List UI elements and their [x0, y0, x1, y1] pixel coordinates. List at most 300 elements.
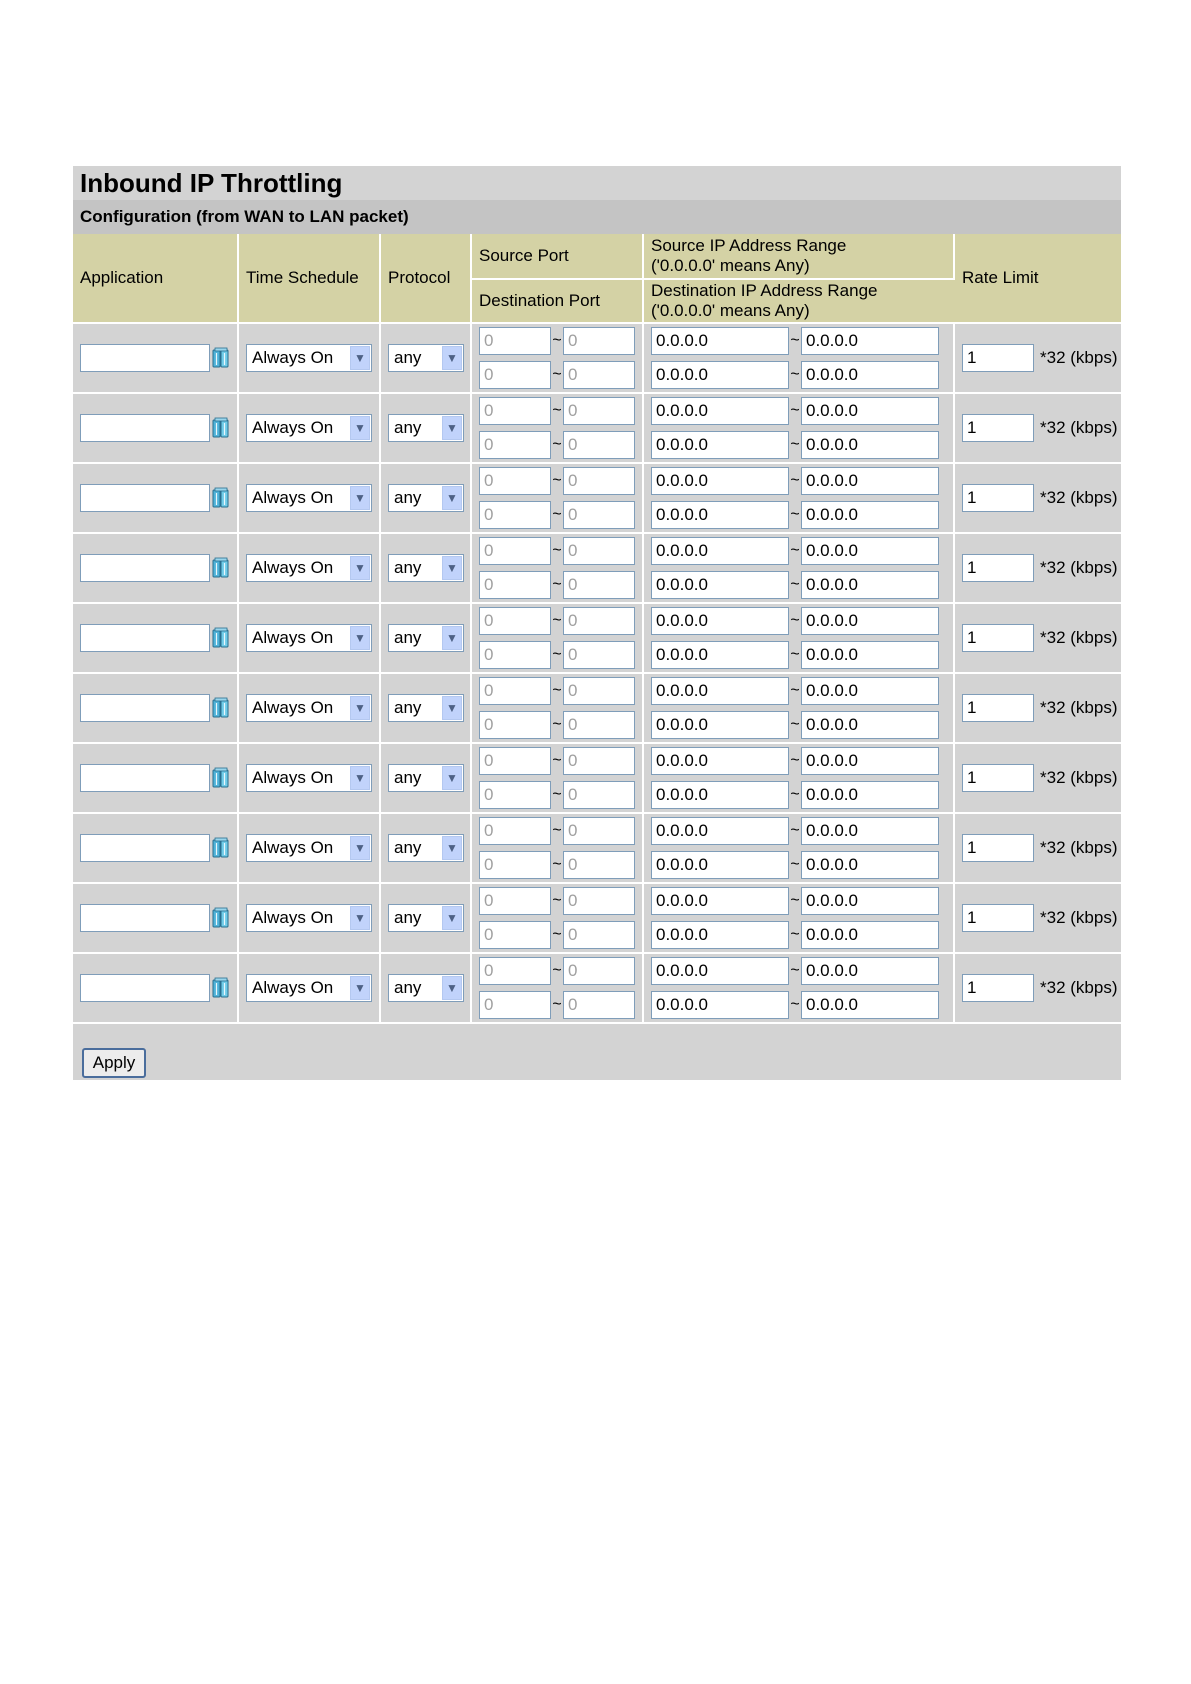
destination-port-to-input[interactable]: 0 [563, 501, 635, 529]
rate-unit-label: *32 (kbps) [1040, 348, 1118, 367]
source-ip-to-input[interactable]: 0.0.0.0 [801, 817, 939, 845]
range-separator: ~ [790, 856, 800, 873]
destination-ip-from-input[interactable]: 0.0.0.0 [651, 991, 789, 1019]
destination-port-to-input[interactable]: 0 [563, 711, 635, 739]
source-port-to-input[interactable]: 0 [563, 607, 635, 635]
destination-port-from-input[interactable]: 0 [479, 571, 551, 599]
destination-port-to-input[interactable]: 0 [563, 571, 635, 599]
chevron-down-icon[interactable]: ▼ [442, 626, 462, 650]
application-cell [73, 324, 239, 394]
source-ip-line [644, 674, 953, 708]
schedule-value: Always On [252, 348, 334, 367]
destination-port-to-input[interactable]: 0 [563, 851, 635, 879]
protocol-value: any [394, 558, 422, 577]
chevron-down-icon[interactable]: ▼ [442, 556, 462, 580]
range-separator: ~ [790, 926, 800, 943]
range-separator: ~ [790, 366, 800, 383]
destination-ip-to-input[interactable]: 0.0.0.0 [801, 921, 939, 949]
rate-cell [955, 744, 1121, 814]
application-cell [73, 884, 239, 954]
port-cell [472, 324, 644, 394]
rate-unit-label: *32 (kbps) [1040, 488, 1118, 507]
destination-port-line [472, 568, 642, 602]
book-icon[interactable] [212, 977, 230, 999]
source-port-line [472, 814, 642, 848]
source-port-line [472, 744, 642, 778]
source-ip-from-input[interactable]: 0.0.0.0 [651, 677, 789, 705]
chevron-down-icon[interactable]: ▼ [442, 486, 462, 510]
range-separator: ~ [552, 472, 562, 489]
source-ip-line [644, 604, 953, 638]
protocol-cell [381, 324, 472, 394]
schedule-select[interactable] [246, 624, 372, 652]
source-port-to-input[interactable]: 0 [563, 747, 635, 775]
destination-ip-from-input[interactable]: 0.0.0.0 [651, 851, 789, 879]
header-destination-ip-line2: ('0.0.0.0' means Any) [651, 301, 810, 320]
source-port-from-input[interactable]: 0 [479, 327, 551, 355]
range-separator: ~ [552, 612, 562, 629]
source-port-from-input[interactable]: 0 [479, 957, 551, 985]
rate-cell [955, 464, 1121, 534]
header-destination-ip [644, 280, 955, 324]
source-port-to-input[interactable]: 0 [563, 327, 635, 355]
destination-ip-line [644, 498, 953, 532]
destination-ip-to-input[interactable]: 0.0.0.0 [801, 571, 939, 599]
destination-port-line [472, 918, 642, 952]
range-separator: ~ [552, 926, 562, 943]
source-ip-line [644, 954, 953, 988]
source-port-from-input[interactable]: 0 [479, 887, 551, 915]
schedule-cell [239, 464, 381, 534]
book-icon[interactable] [212, 627, 230, 649]
table-row [73, 324, 1121, 394]
protocol-select[interactable] [388, 624, 464, 652]
schedule-value: Always On [252, 908, 334, 927]
rate-unit-label: *32 (kbps) [1040, 908, 1118, 927]
range-separator: ~ [790, 576, 800, 593]
range-separator: ~ [552, 892, 562, 909]
book-icon[interactable] [212, 767, 230, 789]
table-row [73, 884, 1121, 954]
application-input[interactable] [80, 624, 210, 652]
header-source-port: Source Port [472, 234, 644, 280]
schedule-select[interactable] [246, 414, 372, 442]
destination-ip-from-input[interactable]: 0.0.0.0 [651, 781, 789, 809]
destination-port-from-input[interactable]: 0 [479, 851, 551, 879]
chevron-down-icon[interactable]: ▼ [442, 346, 462, 370]
range-separator: ~ [790, 786, 800, 803]
destination-port-from-input[interactable]: 0 [479, 921, 551, 949]
destination-port-from-input[interactable]: 0 [479, 641, 551, 669]
chevron-down-icon[interactable]: ▼ [350, 556, 370, 580]
schedule-value: Always On [252, 488, 334, 507]
source-ip-from-input[interactable]: 0.0.0.0 [651, 397, 789, 425]
destination-ip-line [644, 638, 953, 672]
rate-limit-input[interactable]: 1 [962, 484, 1034, 512]
range-separator: ~ [552, 682, 562, 699]
schedule-select[interactable] [246, 974, 372, 1002]
source-ip-to-input[interactable]: 0.0.0.0 [801, 467, 939, 495]
destination-ip-to-input[interactable]: 0.0.0.0 [801, 781, 939, 809]
source-port-line [472, 464, 642, 498]
application-cell [73, 534, 239, 604]
port-cell [472, 674, 644, 744]
application-input[interactable] [80, 414, 210, 442]
header-destination-port: Destination Port [472, 280, 644, 324]
schedule-value: Always On [252, 418, 334, 437]
source-ip-from-input[interactable]: 0.0.0.0 [651, 537, 789, 565]
protocol-select[interactable] [388, 834, 464, 862]
rate-unit-label: *32 (kbps) [1040, 978, 1118, 997]
source-ip-to-input[interactable]: 0.0.0.0 [801, 397, 939, 425]
throttling-panel [73, 166, 1121, 1080]
schedule-cell [239, 814, 381, 884]
schedule-cell [239, 394, 381, 464]
schedule-value: Always On [252, 628, 334, 647]
rate-cell [955, 394, 1121, 464]
protocol-cell [381, 394, 472, 464]
protocol-cell [381, 464, 472, 534]
chevron-down-icon[interactable]: ▼ [442, 976, 462, 1000]
schedule-cell [239, 884, 381, 954]
source-port-to-input[interactable]: 0 [563, 677, 635, 705]
source-ip-to-input[interactable]: 0.0.0.0 [801, 887, 939, 915]
source-port-line [472, 324, 642, 358]
range-separator: ~ [790, 996, 800, 1013]
ip-cell [644, 464, 955, 534]
application-input[interactable] [80, 904, 210, 932]
source-ip-to-input[interactable]: 0.0.0.0 [801, 957, 939, 985]
header-protocol: Protocol [381, 234, 472, 324]
range-separator: ~ [790, 506, 800, 523]
protocol-value: any [394, 488, 422, 507]
source-port-line [472, 394, 642, 428]
source-port-to-input[interactable]: 0 [563, 467, 635, 495]
application-input[interactable] [80, 554, 210, 582]
apply-button[interactable]: Apply [82, 1048, 146, 1078]
chevron-down-icon[interactable]: ▼ [350, 486, 370, 510]
protocol-value: any [394, 418, 422, 437]
application-cell [73, 954, 239, 1024]
source-port-to-input[interactable]: 0 [563, 817, 635, 845]
source-port-to-input[interactable]: 0 [563, 537, 635, 565]
destination-ip-to-input[interactable]: 0.0.0.0 [801, 711, 939, 739]
protocol-select[interactable] [388, 974, 464, 1002]
rate-limit-input[interactable]: 1 [962, 694, 1034, 722]
source-port-from-input[interactable]: 0 [479, 677, 551, 705]
destination-ip-from-input[interactable]: 0.0.0.0 [651, 711, 789, 739]
table-row [73, 464, 1121, 534]
apply-bar [73, 1024, 1121, 1080]
source-port-from-input[interactable]: 0 [479, 397, 551, 425]
range-separator: ~ [552, 962, 562, 979]
rate-cell [955, 674, 1121, 744]
schedule-select[interactable] [246, 764, 372, 792]
range-separator: ~ [790, 332, 800, 349]
rate-limit-input[interactable]: 1 [962, 344, 1034, 372]
destination-ip-from-input[interactable]: 0.0.0.0 [651, 361, 789, 389]
rate-limit-input[interactable]: 1 [962, 974, 1034, 1002]
schedule-select[interactable] [246, 344, 372, 372]
rate-unit-label: *32 (kbps) [1040, 628, 1118, 647]
protocol-select[interactable] [388, 344, 464, 372]
schedule-cell [239, 604, 381, 674]
schedule-cell [239, 324, 381, 394]
protocol-value: any [394, 978, 422, 997]
table-row [73, 744, 1121, 814]
port-cell [472, 534, 644, 604]
rate-unit-label: *32 (kbps) [1040, 698, 1118, 717]
section-subtitle: Configuration (from WAN to LAN packet) [73, 200, 1121, 234]
range-separator: ~ [790, 646, 800, 663]
application-input[interactable] [80, 484, 210, 512]
chevron-down-icon[interactable]: ▼ [442, 416, 462, 440]
destination-port-from-input[interactable]: 0 [479, 711, 551, 739]
destination-ip-to-input[interactable]: 0.0.0.0 [801, 501, 939, 529]
schedule-select[interactable] [246, 834, 372, 862]
protocol-select[interactable] [388, 904, 464, 932]
range-separator: ~ [552, 436, 562, 453]
destination-port-to-input[interactable]: 0 [563, 921, 635, 949]
destination-port-from-input[interactable]: 0 [479, 501, 551, 529]
ip-cell [644, 534, 955, 604]
source-port-from-input[interactable]: 0 [479, 467, 551, 495]
destination-port-to-input[interactable]: 0 [563, 991, 635, 1019]
protocol-cell [381, 604, 472, 674]
header-source-ip [644, 234, 955, 280]
rate-cell [955, 324, 1121, 394]
destination-ip-from-input[interactable]: 0.0.0.0 [651, 431, 789, 459]
rate-unit-label: *32 (kbps) [1040, 768, 1118, 787]
chevron-down-icon[interactable]: ▼ [350, 416, 370, 440]
range-separator: ~ [552, 402, 562, 419]
destination-port-line [472, 988, 642, 1022]
port-cell [472, 604, 644, 674]
chevron-down-icon[interactable]: ▼ [442, 836, 462, 860]
schedule-select[interactable] [246, 904, 372, 932]
source-ip-line [644, 534, 953, 568]
destination-ip-line [644, 778, 953, 812]
destination-port-to-input[interactable]: 0 [563, 781, 635, 809]
chevron-down-icon[interactable]: ▼ [350, 346, 370, 370]
rate-cell [955, 534, 1121, 604]
schedule-value: Always On [252, 558, 334, 577]
rate-limit-input[interactable]: 1 [962, 414, 1034, 442]
source-ip-to-input[interactable]: 0.0.0.0 [801, 327, 939, 355]
range-separator: ~ [552, 752, 562, 769]
range-separator: ~ [552, 786, 562, 803]
throttling-table [73, 234, 1121, 1024]
source-ip-from-input[interactable]: 0.0.0.0 [651, 607, 789, 635]
application-input[interactable] [80, 974, 210, 1002]
application-cell [73, 744, 239, 814]
source-port-line [472, 674, 642, 708]
application-input[interactable] [80, 834, 210, 862]
rate-limit-input[interactable]: 1 [962, 624, 1034, 652]
range-separator: ~ [790, 612, 800, 629]
application-cell [73, 674, 239, 744]
range-separator: ~ [790, 752, 800, 769]
header-source-ip-line1: Source IP Address Range [651, 236, 847, 255]
source-ip-line [644, 814, 953, 848]
ip-cell [644, 394, 955, 464]
table-row [73, 394, 1121, 464]
port-cell [472, 464, 644, 534]
schedule-value: Always On [252, 838, 334, 857]
destination-port-to-input[interactable]: 0 [563, 361, 635, 389]
chevron-down-icon[interactable]: ▼ [350, 696, 370, 720]
source-ip-line [644, 324, 953, 358]
book-icon[interactable] [212, 697, 230, 719]
chevron-down-icon[interactable]: ▼ [350, 836, 370, 860]
source-ip-line [644, 744, 953, 778]
ip-cell [644, 744, 955, 814]
chevron-down-icon[interactable]: ▼ [350, 766, 370, 790]
protocol-select[interactable] [388, 764, 464, 792]
schedule-cell [239, 674, 381, 744]
range-separator: ~ [552, 506, 562, 523]
destination-ip-line [644, 988, 953, 1022]
source-ip-line [644, 464, 953, 498]
protocol-value: any [394, 908, 422, 927]
destination-ip-to-input[interactable]: 0.0.0.0 [801, 361, 939, 389]
source-ip-from-input[interactable]: 0.0.0.0 [651, 747, 789, 775]
range-separator: ~ [552, 366, 562, 383]
source-ip-from-input[interactable]: 0.0.0.0 [651, 467, 789, 495]
destination-ip-from-input[interactable]: 0.0.0.0 [651, 501, 789, 529]
source-port-line [472, 534, 642, 568]
source-ip-from-input[interactable]: 0.0.0.0 [651, 957, 789, 985]
source-port-to-input[interactable]: 0 [563, 887, 635, 915]
destination-port-from-input[interactable]: 0 [479, 781, 551, 809]
source-port-to-input[interactable]: 0 [563, 957, 635, 985]
rate-limit-input[interactable]: 1 [962, 764, 1034, 792]
schedule-select[interactable] [246, 484, 372, 512]
source-port-from-input[interactable]: 0 [479, 537, 551, 565]
port-cell [472, 954, 644, 1024]
port-cell [472, 814, 644, 884]
application-input[interactable] [80, 694, 210, 722]
port-cell [472, 744, 644, 814]
destination-ip-from-input[interactable]: 0.0.0.0 [651, 921, 789, 949]
destination-port-line [472, 638, 642, 672]
application-cell [73, 604, 239, 674]
schedule-cell [239, 954, 381, 1024]
source-ip-from-input[interactable]: 0.0.0.0 [651, 817, 789, 845]
destination-ip-line [644, 918, 953, 952]
range-separator: ~ [552, 576, 562, 593]
source-port-from-input[interactable]: 0 [479, 607, 551, 635]
chevron-down-icon[interactable]: ▼ [350, 626, 370, 650]
application-cell [73, 394, 239, 464]
range-separator: ~ [790, 542, 800, 559]
chevron-down-icon[interactable]: ▼ [442, 766, 462, 790]
protocol-select[interactable] [388, 484, 464, 512]
chevron-down-icon[interactable]: ▼ [350, 976, 370, 1000]
chevron-down-icon[interactable]: ▼ [442, 696, 462, 720]
schedule-cell [239, 534, 381, 604]
rate-limit-input[interactable]: 1 [962, 834, 1034, 862]
application-cell [73, 814, 239, 884]
table-row [73, 534, 1121, 604]
range-separator: ~ [552, 822, 562, 839]
source-ip-from-input[interactable]: 0.0.0.0 [651, 887, 789, 915]
destination-ip-to-input[interactable]: 0.0.0.0 [801, 991, 939, 1019]
source-port-to-input[interactable]: 0 [563, 397, 635, 425]
protocol-value: any [394, 698, 422, 717]
destination-ip-to-input[interactable]: 0.0.0.0 [801, 641, 939, 669]
header-source-ip-line2: ('0.0.0.0' means Any) [651, 256, 810, 275]
destination-port-from-input[interactable]: 0 [479, 361, 551, 389]
protocol-select[interactable] [388, 554, 464, 582]
range-separator: ~ [790, 472, 800, 489]
book-icon[interactable] [212, 347, 230, 369]
book-icon[interactable] [212, 837, 230, 859]
ip-cell [644, 604, 955, 674]
destination-ip-to-input[interactable]: 0.0.0.0 [801, 431, 939, 459]
table-row [73, 604, 1121, 674]
destination-port-from-input[interactable]: 0 [479, 431, 551, 459]
book-icon[interactable] [212, 907, 230, 929]
range-separator: ~ [790, 436, 800, 453]
port-cell [472, 394, 644, 464]
rate-unit-label: *32 (kbps) [1040, 558, 1118, 577]
destination-ip-to-input[interactable]: 0.0.0.0 [801, 851, 939, 879]
rate-cell [955, 604, 1121, 674]
protocol-value: any [394, 348, 422, 367]
book-icon[interactable] [212, 417, 230, 439]
protocol-select[interactable] [388, 414, 464, 442]
application-input[interactable] [80, 764, 210, 792]
destination-ip-line [644, 358, 953, 392]
protocol-value: any [394, 838, 422, 857]
destination-port-line [472, 428, 642, 462]
destination-port-to-input[interactable]: 0 [563, 641, 635, 669]
book-icon[interactable] [212, 557, 230, 579]
rate-limit-input[interactable]: 1 [962, 904, 1034, 932]
range-separator: ~ [790, 892, 800, 909]
protocol-cell [381, 814, 472, 884]
destination-ip-from-input[interactable]: 0.0.0.0 [651, 571, 789, 599]
source-ip-to-input[interactable]: 0.0.0.0 [801, 747, 939, 775]
schedule-value: Always On [252, 698, 334, 717]
source-ip-to-input[interactable]: 0.0.0.0 [801, 677, 939, 705]
schedule-select[interactable] [246, 694, 372, 722]
destination-port-to-input[interactable]: 0 [563, 431, 635, 459]
destination-port-from-input[interactable]: 0 [479, 991, 551, 1019]
source-port-line [472, 884, 642, 918]
range-separator: ~ [790, 402, 800, 419]
source-port-from-input[interactable]: 0 [479, 817, 551, 845]
protocol-cell [381, 954, 472, 1024]
rate-limit-input[interactable]: 1 [962, 554, 1034, 582]
source-ip-to-input[interactable]: 0.0.0.0 [801, 607, 939, 635]
page-title: Inbound IP Throttling [73, 166, 1121, 200]
chevron-down-icon[interactable]: ▼ [350, 906, 370, 930]
source-port-from-input[interactable]: 0 [479, 747, 551, 775]
table-row [73, 674, 1121, 744]
book-icon[interactable] [212, 487, 230, 509]
header-destination-ip-line1: Destination IP Address Range [651, 281, 878, 300]
application-input[interactable] [80, 344, 210, 372]
range-separator: ~ [552, 996, 562, 1013]
destination-ip-from-input[interactable]: 0.0.0.0 [651, 641, 789, 669]
protocol-select[interactable] [388, 694, 464, 722]
source-ip-to-input[interactable]: 0.0.0.0 [801, 537, 939, 565]
source-ip-from-input[interactable]: 0.0.0.0 [651, 327, 789, 355]
chevron-down-icon[interactable]: ▼ [442, 906, 462, 930]
schedule-select[interactable] [246, 554, 372, 582]
